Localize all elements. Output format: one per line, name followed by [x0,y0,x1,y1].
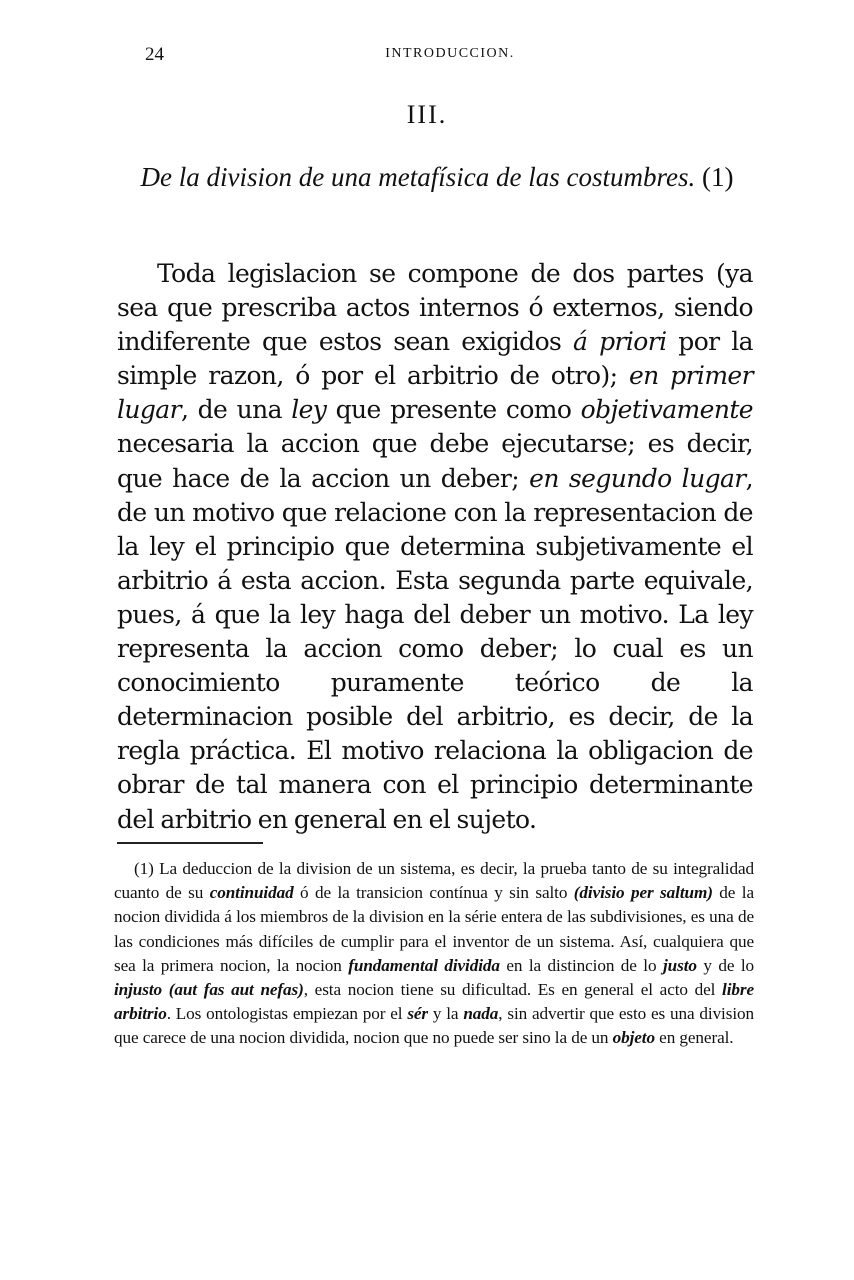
italic-run: fundamental dividida [348,955,500,975]
italic-run: en segundo lugar [529,463,746,493]
text-run: y la [428,1004,464,1024]
text-run: , de un motivo que relacione con la representacion de la ley el principio que determina subjetivamente el arbitrio á esta accion. Esta segunda parte equivale, pues, á que la ley haga del deber un motivo. La ley representa la accion como deber; lo cual es un conocimiento puramente teórico de la determinacion posible del arbitrio, es decir, de la regla práctica. El motivo relaciona la obligacion de obrar de tal manera con el principio determinante del arbitrio en general en el sujeto. [117,463,754,834]
italic-run: ley [291,395,327,425]
section-title [120,160,754,195]
footnote-reference: (1) [695,162,734,192]
text-run: , esta nocion tiene su dificultad. Es en general el acto del [303,980,723,1000]
italic-run: objeto [612,1028,655,1048]
text-run: . Los ontologistas empiezan por el [166,1004,408,1024]
italic-run: sér [407,1004,429,1024]
italic-run: justo [662,955,697,975]
italic-run: injusto (aut fas aut nefas) [114,980,304,1000]
italic-run: objetivamente [580,395,753,425]
footnote [114,857,754,1051]
text-run: necesaria la accion que debe ejecutarse; es decir, que hace de la accion un deber; [117,429,753,493]
italic-run: continuidad [209,883,294,903]
footnote-paragraph [114,857,754,1051]
text-run: Toda legislacion se compone de dos partes (ya sea que prescriba actos internos ó externos, siendo indiferente que estos sean exigidos [117,259,753,357]
text-run: en general. [654,1028,734,1048]
italic-run: nada [463,1004,499,1024]
text-run: , sin advertir que esto es una division que carece de una nocion dividida, nocion que no puede ser sino la de un [114,1004,754,1048]
text-run: y de lo [696,955,754,975]
section-title-text: De la division de una metafísica de las costumbres. [140,162,696,192]
text-run: de la nocion dividida á los miembros de la division en la série entera de las subdivisiones, es una de las condiciones más difíciles de cumplir para el inventor de un sistema. Así, cualquiera que sea la primera nocion, la nocion [114,883,754,975]
text-run: en la distincion de lo [499,955,663,975]
italic-run: á priori [573,327,667,357]
section-number: III. [406,100,448,129]
text-run: ó de la transicion contínua y sin salto [293,883,574,903]
page-number: 24 [145,44,164,65]
text-run: , de una [180,395,292,425]
footnote-rule [117,842,263,844]
italic-run: en primer lugar [117,361,753,425]
text-run: que presente como [326,395,581,425]
text-run: por la simple razon, ó por el arbitrio de otro); [117,327,753,391]
italic-run: libre arbitrio [114,980,754,1024]
running-title: INTRODUCCION. [385,46,515,61]
text-run: (1) La deduccion de la division de un sistema, es decir, la prueba tanto de su integralidad cuanto de su [114,859,754,903]
body-paragraph [117,257,753,837]
paragraph [117,257,753,837]
italic-run: (divisio per saltum) [573,883,713,903]
running-head [145,44,755,66]
